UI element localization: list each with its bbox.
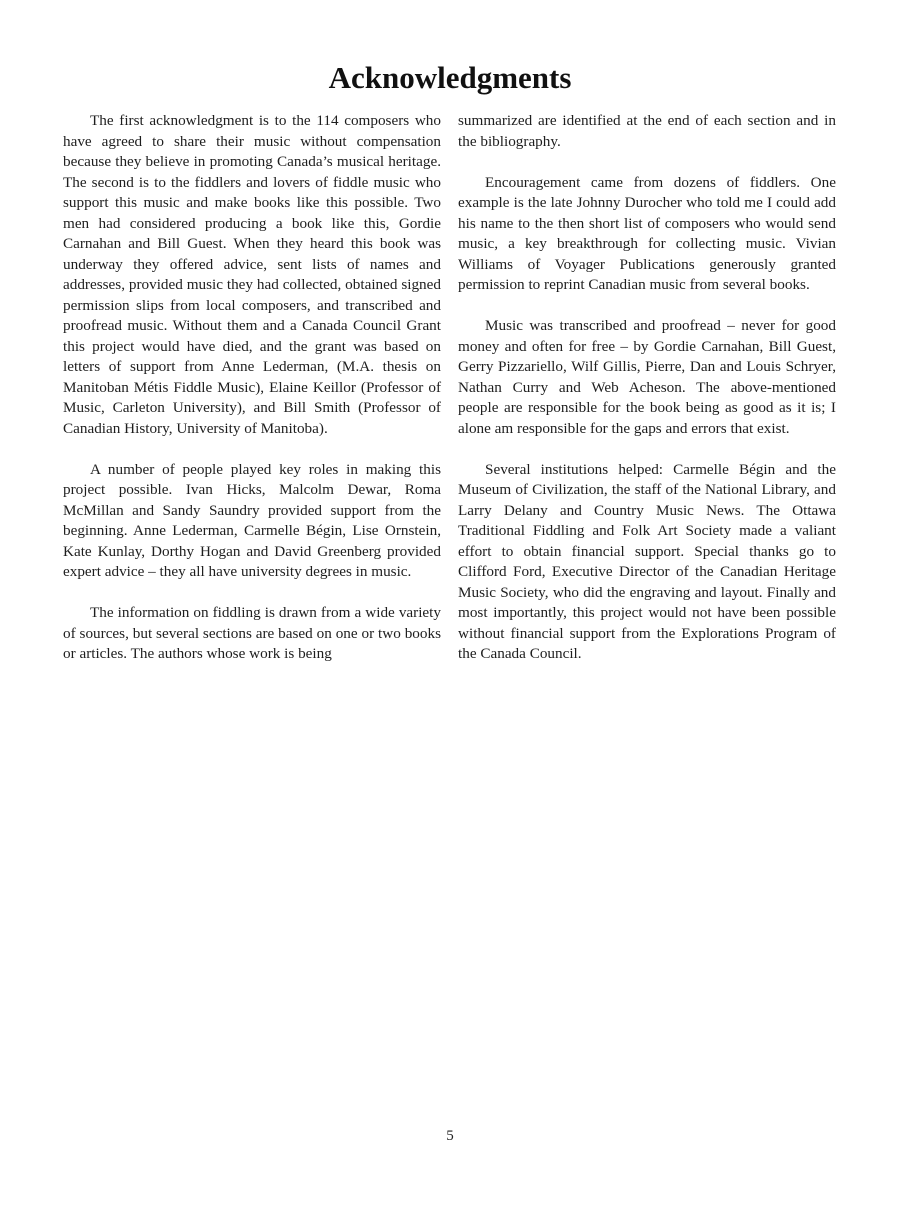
- right-text-column: [458, 111, 836, 685]
- paragraph-transcription: Music was transcribed and proofread – never for good money and often for free – by Gordie Carnahan, Bill Guest, Gerry Pizzariello, Wilf Gillis, Pierre, Dan and Louis Schryer, Nathan Curry and Web Acheson. The above-mentioned people are responsible for the book being as good as it is; I alone am responsible for the gaps and errors that exist.: [458, 317, 836, 437]
- paragraph-institutions: Several institutions helped: Carmelle Bégin and the Museum of Civilization, the staff of the National Library, and Larry Delany and Country Music News. The Ottawa Traditional Fiddling and Folk Art Society made a valiant effort to obtain financial support. Special thanks go to Clifford Ford, Executive Director of the Canadian Heritage Music Society, who did the engraving and layout. Finally and most importantly, this project would not have been possible without financial support from the Explorations Program of the Canada Council.: [458, 460, 836, 662]
- page-number: 5: [446, 1128, 454, 1144]
- left-text-column: [63, 111, 441, 685]
- page-title: Acknowledgments: [328, 60, 572, 95]
- paragraph-encouragement: Encouragement came from dozens of fiddlers. One example is the late Johnny Durocher who told me I could add his name to the then short list of composers who would send music, a key breakthrough for collecting music. Vivian Williams of Voyager Publications generously granted permission to reprint Canadian music from several books.: [458, 173, 836, 293]
- paragraph-information-sources: The information on fiddling is drawn from a wide variety of sources, but several sections are based on one or two books or articles. The authors whose work is being: [63, 604, 441, 662]
- paragraph-composers-acknowledgment: The first acknowledgment is to the 114 composers who have agreed to share their music without compensation because they believe in promoting Canada’s musical heritage. The second is to the fiddlers and lovers of fiddle music who support this music and make books like this possible. Two men had considered producing a book like this, Gordie Carnahan and Bill Guest. When they heard this book was underway they offered advice, sent lists of names and addresses, provided music they had collected, obtained signed permission slips from local composers, and transcribed and proofread music. Without them and a Canada Council Grant this project would have died, and the grant was based on letters of support from Anne Lederman, (M.A. thesis on Manitoban Métis Fiddle Music), Elaine Keillor (Professor of Music, Carleton University), and Bill Smith (Professor of Canadian History, University of Manitoba).: [63, 112, 441, 437]
- paragraph-sources-continuation: summarized are identified at the end of each section and in the bibliography.: [458, 112, 836, 150]
- paragraph-key-roles: A number of people played key roles in making this project possible. Ivan Hicks, Malcolm Dewar, Roma McMillan and Sandy Saundry provided support from the beginning. Anne Lederman, Carmelle Bégin, Lise Ornstein, Kate Kunlay, Dorthy Hogan and David Greenberg provided expert advice – they all have university degrees in music.: [63, 460, 441, 580]
